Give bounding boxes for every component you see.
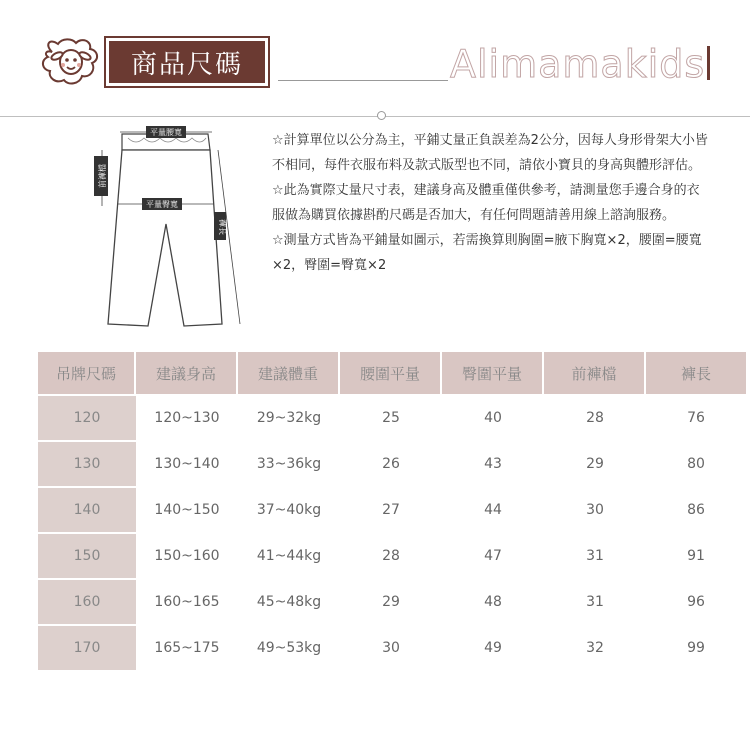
rise-label: 前褲檔	[98, 164, 107, 188]
weight-cell: 37~40kg	[238, 486, 340, 532]
length-label: 褲長	[218, 219, 227, 235]
column-header: 腰圍平量	[340, 352, 442, 394]
table-row	[38, 624, 746, 670]
waist-cell: 26	[340, 440, 442, 486]
pants-measurement-diagram	[88, 124, 258, 340]
column-header: 前褲檔	[544, 352, 646, 394]
height-cell: 130~140	[136, 440, 238, 486]
column-header: 建議身高	[136, 352, 238, 394]
column-header: 建議體重	[238, 352, 340, 394]
length-cell: 76	[646, 394, 746, 440]
hip-cell: 48	[442, 578, 544, 624]
hip-cell: 47	[442, 532, 544, 578]
page-title-box	[104, 36, 270, 88]
weight-cell: 45~48kg	[238, 578, 340, 624]
note-paragraph: ☆計算單位以公分為主，平鋪丈量正負誤差為2公分，因每人身形骨架大小皆不相同，每件衣服布料及款式版型也不同，請依小寶貝的身高與體形評估。	[272, 133, 708, 173]
weight-cell: 41~44kg	[238, 532, 340, 578]
waist-cell: 25	[340, 394, 442, 440]
note-paragraph: ☆測量方式皆為平鋪量如圖示，若需換算則胸圍=腋下胸寬×2，腰圍=腰寬×2，臀圍=臀寬×2	[272, 233, 702, 273]
waist-cell: 28	[340, 532, 442, 578]
size-tag-cell: 160	[38, 578, 136, 624]
header-divider	[278, 80, 448, 81]
rise-cell: 30	[544, 486, 646, 532]
table-row	[38, 578, 746, 624]
table-row	[38, 394, 746, 440]
length-cell: 99	[646, 624, 746, 670]
section-divider	[0, 116, 750, 117]
height-cell: 140~150	[136, 486, 238, 532]
length-cell: 91	[646, 532, 746, 578]
rise-cell: 31	[544, 578, 646, 624]
size-tag-cell: 140	[38, 486, 136, 532]
weight-cell: 29~32kg	[238, 394, 340, 440]
brand-edge	[707, 46, 710, 80]
waist-cell: 30	[340, 624, 442, 670]
size-notes	[272, 128, 712, 278]
rise-cell: 29	[544, 440, 646, 486]
table-row	[38, 486, 746, 532]
length-cell: 80	[646, 440, 746, 486]
rise-cell: 28	[544, 394, 646, 440]
hip-label: 平量臀寬	[146, 200, 178, 209]
length-cell: 96	[646, 578, 746, 624]
column-header: 褲長	[646, 352, 746, 394]
column-header: 吊牌尺碼	[38, 352, 136, 394]
column-header: 臀圍平量	[442, 352, 544, 394]
brand-text: Alimamakids	[450, 42, 706, 86]
brand-logo	[444, 44, 710, 84]
size-tag-cell: 150	[38, 532, 136, 578]
sheep-logo-icon	[40, 38, 102, 90]
table-row	[38, 440, 746, 486]
note-paragraph: ☆此為實際丈量尺寸表，建議身高及體重僅供參考，請測量您手邊合身的衣服做為購買依據斟酌尺碼是否加大，有任何問題請善用線上諮詢服務。	[272, 183, 700, 223]
waist-cell: 27	[340, 486, 442, 532]
divider-dot	[377, 111, 386, 120]
weight-cell: 49~53kg	[238, 624, 340, 670]
length-cell: 86	[646, 486, 746, 532]
height-cell: 150~160	[136, 532, 238, 578]
height-cell: 120~130	[136, 394, 238, 440]
hip-cell: 40	[442, 394, 544, 440]
table-row	[38, 532, 746, 578]
size-tag-cell: 120	[38, 394, 136, 440]
table-header-row	[38, 352, 746, 394]
hip-cell: 44	[442, 486, 544, 532]
size-table	[38, 352, 746, 670]
size-tag-cell: 170	[38, 624, 136, 670]
rise-cell: 32	[544, 624, 646, 670]
waist-label: 平量腰寬	[150, 128, 182, 137]
hip-cell: 49	[442, 624, 544, 670]
rise-cell: 31	[544, 532, 646, 578]
hip-cell: 43	[442, 440, 544, 486]
weight-cell: 33~36kg	[238, 440, 340, 486]
height-cell: 165~175	[136, 624, 238, 670]
size-tag-cell: 130	[38, 440, 136, 486]
page-title: 商品尺碼	[109, 41, 265, 83]
height-cell: 160~165	[136, 578, 238, 624]
waist-cell: 29	[340, 578, 442, 624]
